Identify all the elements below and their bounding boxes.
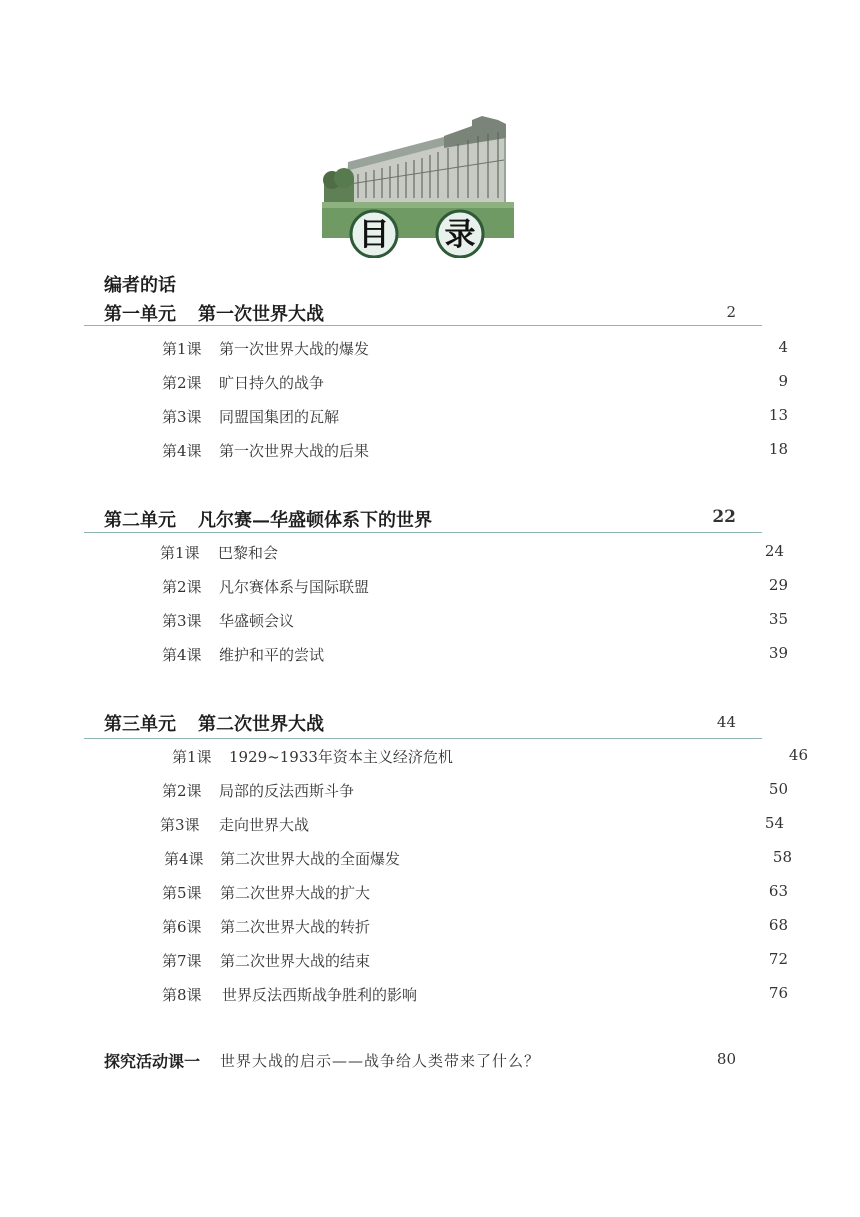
lesson-title: 第一次世界大战的后果 <box>219 442 370 460</box>
unit-title: 第一单元 第一次世界大战 <box>104 304 324 325</box>
lesson-row[interactable] <box>162 644 788 668</box>
lesson-title: 巴黎和会 <box>218 544 279 562</box>
lesson-page-number: 24 <box>764 542 784 560</box>
lesson-page-number: 39 <box>768 644 788 662</box>
lesson-page-number: 54 <box>764 814 784 832</box>
lesson-number: 第4课 <box>162 646 202 664</box>
lesson-row[interactable] <box>162 984 788 1008</box>
lesson-title: 凡尔赛体系与国际联盟 <box>219 578 370 596</box>
lesson-title: 第二次世界大战的结束 <box>220 952 371 970</box>
unit-title: 第三单元 第二次世界大战 <box>104 714 324 735</box>
lesson-row[interactable] <box>162 780 788 804</box>
lesson-number: 第2课 <box>162 374 202 392</box>
lesson-number: 第5课 <box>162 884 202 902</box>
lesson-number: 第4课 <box>162 442 202 460</box>
lesson-page-number: 50 <box>768 780 788 798</box>
unit-2-heading[interactable] <box>104 506 736 534</box>
lesson-row[interactable] <box>162 372 788 396</box>
lesson-title: 第二次世界大战的扩大 <box>220 884 371 902</box>
lesson-title: 局部的反法西斯斗争 <box>219 782 355 800</box>
lesson-title: 世界反法西斯战争胜利的影响 <box>222 986 418 1004</box>
lesson-page-number: 58 <box>772 848 792 866</box>
unit-page-number: 2 <box>726 303 736 321</box>
lesson-page-number: 72 <box>768 950 788 968</box>
lesson-number: 第1课 <box>162 340 202 358</box>
lesson-page-number: 46 <box>788 746 808 764</box>
lesson-page-number: 29 <box>768 576 788 594</box>
activity-page-number: 80 <box>716 1050 736 1068</box>
editor-foreword-entry[interactable]: 编者的话 <box>104 275 176 296</box>
lesson-row[interactable] <box>162 950 788 974</box>
lesson-number: 第3课 <box>162 612 202 630</box>
lesson-page-number: 18 <box>768 440 788 458</box>
lesson-title: 维护和平的尝试 <box>219 646 325 664</box>
lesson-title: 1929~1933年资本主义经济危机 <box>229 748 453 766</box>
unit-divider <box>84 325 762 326</box>
toc-heading-char-1: 目 <box>358 217 390 253</box>
lesson-title: 第二次世界大战的全面爆发 <box>220 850 401 868</box>
unit-divider <box>84 532 762 533</box>
lesson-title: 旷日持久的战争 <box>219 374 325 392</box>
lesson-page-number: 9 <box>778 372 788 390</box>
lesson-row[interactable] <box>162 406 788 430</box>
lesson-title: 第二次世界大战的转折 <box>220 918 371 936</box>
lesson-number: 第1课 <box>172 748 212 766</box>
toc-header-illustration <box>322 108 514 258</box>
lesson-page-number: 4 <box>778 338 788 356</box>
lesson-number: 第1课 <box>160 544 200 562</box>
lesson-row[interactable] <box>160 542 784 566</box>
lesson-page-number: 63 <box>768 882 788 900</box>
lesson-page-number: 76 <box>768 984 788 1002</box>
lesson-number: 第8课 <box>162 986 202 1004</box>
lesson-number: 第3课 <box>160 816 200 834</box>
lesson-page-number: 68 <box>768 916 788 934</box>
unit-page-number: 44 <box>716 713 736 731</box>
lesson-row[interactable] <box>162 882 788 906</box>
lesson-number: 第4课 <box>164 850 204 868</box>
lesson-row[interactable] <box>164 848 792 872</box>
lesson-row[interactable] <box>162 440 788 464</box>
activity-title: 世界大战的启示——战争给人类带来了什么？ <box>220 1052 541 1070</box>
unit-divider <box>84 738 762 739</box>
lesson-number: 第2课 <box>162 782 202 800</box>
lesson-title: 第一次世界大战的爆发 <box>219 340 370 358</box>
lesson-row[interactable] <box>162 916 788 940</box>
lesson-page-number: 35 <box>768 610 788 628</box>
lesson-title: 同盟国集团的瓦解 <box>219 408 340 426</box>
lesson-number: 第6课 <box>162 918 202 936</box>
unit-title: 第二单元 凡尔赛—华盛顿体系下的世界 <box>104 510 432 531</box>
lesson-number: 第2课 <box>162 578 202 596</box>
palace-illustration <box>322 114 514 238</box>
lesson-title: 走向世界大战 <box>219 816 310 834</box>
lesson-row[interactable] <box>160 814 784 838</box>
activity-label: 探究活动课一 <box>104 1052 201 1071</box>
unit-page-number: 22 <box>712 507 736 527</box>
lesson-number: 第7课 <box>162 952 202 970</box>
toc-heading-char-2: 录 <box>444 217 476 253</box>
lesson-row[interactable] <box>162 610 788 634</box>
lesson-row[interactable] <box>162 576 788 600</box>
lesson-row[interactable] <box>172 746 808 770</box>
unit-3-heading[interactable] <box>104 710 736 738</box>
activity-lesson-row[interactable] <box>104 1049 736 1075</box>
lesson-row[interactable] <box>162 338 788 362</box>
unit-1-heading[interactable] <box>104 300 736 328</box>
lesson-title: 华盛顿会议 <box>219 612 295 630</box>
lesson-page-number: 13 <box>768 406 788 424</box>
lesson-number: 第3课 <box>162 408 202 426</box>
